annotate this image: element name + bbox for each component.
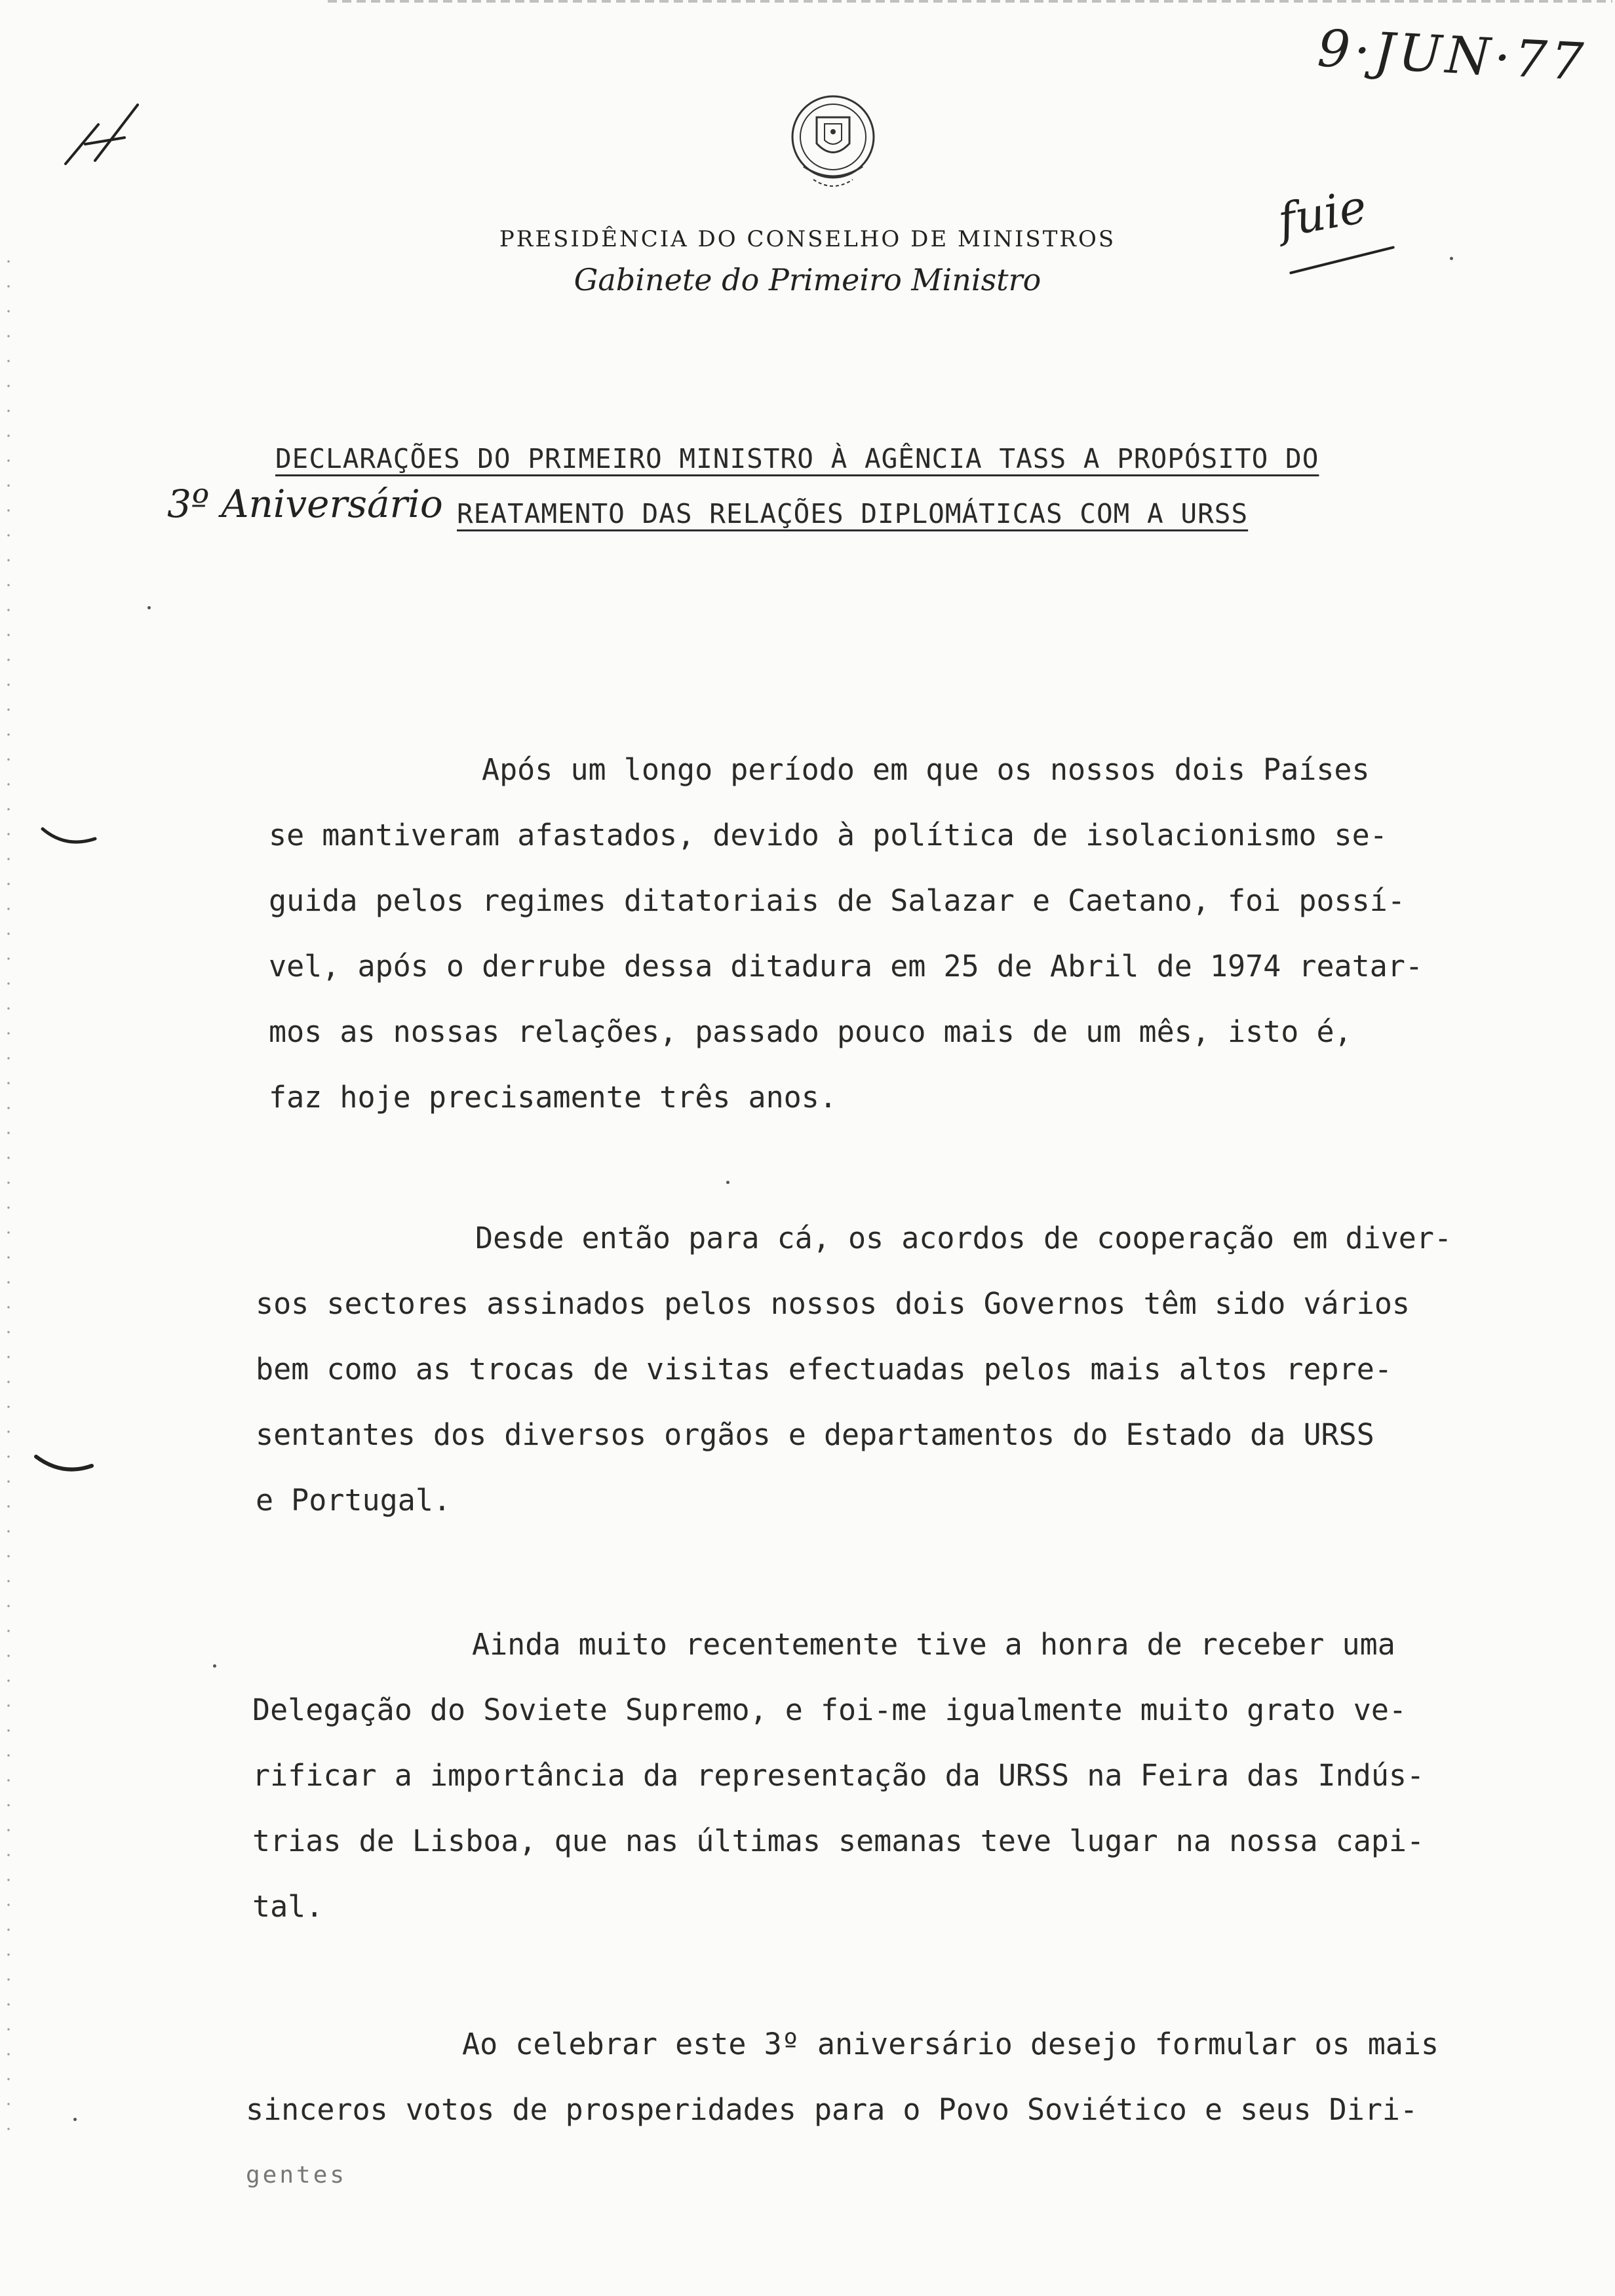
- body-paragraph-2: [256, 1206, 1452, 1533]
- paragraph-line: se mantiveram afastados, devido à política de isolacionismo se-: [269, 818, 1388, 852]
- paragraph-line: tal.: [252, 1889, 324, 1924]
- letterhead-institution: PRESIDÊNCIA DO CONSELHO DE MINISTROS: [499, 226, 1116, 252]
- paragraph-line: Desde então para cá, os acordos de cooperação em diver-: [475, 1221, 1452, 1255]
- coat-of-arms-icon: [784, 88, 882, 199]
- paragraph-line: faz hoje precisamente três anos.: [269, 1080, 837, 1115]
- paragraph-line: e Portugal.: [256, 1483, 452, 1518]
- paragraph-line: sentantes dos diversos orgãos e departamentos do Estado da URSS: [256, 1417, 1374, 1452]
- paragraph-line: bem como as trocas de visitas efectuadas pelos mais altos repre-: [256, 1352, 1392, 1387]
- paragraph-line: sos sectores assinados pelos nossos dois Governos têm sido vários: [256, 1286, 1410, 1321]
- scan-speck: [1450, 257, 1453, 260]
- paragraph-line: vel, após o derrube dessa ditadura em 25 de Abril de 1974 reatar-: [269, 949, 1423, 984]
- margin-pencil-mark: [59, 98, 157, 170]
- handwritten-initials: fuie: [1274, 179, 1371, 248]
- scan-artifact-left: [7, 249, 10, 2149]
- body-paragraph-4: [246, 2012, 1439, 2208]
- paragraph-line: mos as nossas relações, passado pouco mais de um mês, isto é,: [269, 1014, 1352, 1049]
- handwritten-date: 9·JUN·77: [1315, 19, 1589, 92]
- scan-speck: [213, 1664, 216, 1668]
- letterhead-office: Gabinete do Primeiro Ministro: [574, 262, 1041, 297]
- scan-speck: [73, 2118, 77, 2121]
- paragraph-line: sinceros votos de prosperidades para o Povo Soviético e seus Diri-: [246, 2092, 1418, 2127]
- paragraph-line: guida pelos regimes ditatoriais de Salazar e Caetano, foi possí-: [269, 883, 1405, 918]
- body-paragraph-1: [269, 737, 1423, 1130]
- document-title-line-1: DECLARAÇÕES DO PRIMEIRO MINISTRO À AGÊNCIA TASS A PROPÓSITO DO: [275, 443, 1319, 474]
- margin-bracket-mark: [29, 1451, 102, 1484]
- scan-speck: [726, 1181, 730, 1184]
- paragraph-line: rificar a importância da representação da URSS na Feira das Indús-: [252, 1758, 1425, 1793]
- paragraph-line: Delegação do Soviete Supremo, e foi-me igualmente muito grato ve-: [252, 1693, 1407, 1727]
- margin-bracket-mark: [36, 822, 108, 855]
- document-title-line-2: REATAMENTO DAS RELAÇÕES DIPLOMÁTICAS COM A URSS: [457, 498, 1249, 529]
- body-paragraph-3: [252, 1612, 1424, 1940]
- paragraph-line: Ao celebrar este 3º aniversário desejo formular os mais: [462, 2027, 1439, 2061]
- paragraph-line-faded: gentes: [246, 2162, 347, 2189]
- scan-artifact-top: [328, 0, 1612, 3]
- paragraph-line: Após um longo período em que os nossos dois Países: [482, 752, 1370, 787]
- handwritten-margin-note: 3º Aniversário: [167, 482, 443, 526]
- paragraph-line: trias de Lisboa, que nas últimas semanas teve lugar na nossa capi-: [252, 1824, 1425, 1858]
- paragraph-line: Ainda muito recentemente tive a honra de receber uma: [472, 1627, 1395, 1662]
- scan-speck: [147, 606, 151, 609]
